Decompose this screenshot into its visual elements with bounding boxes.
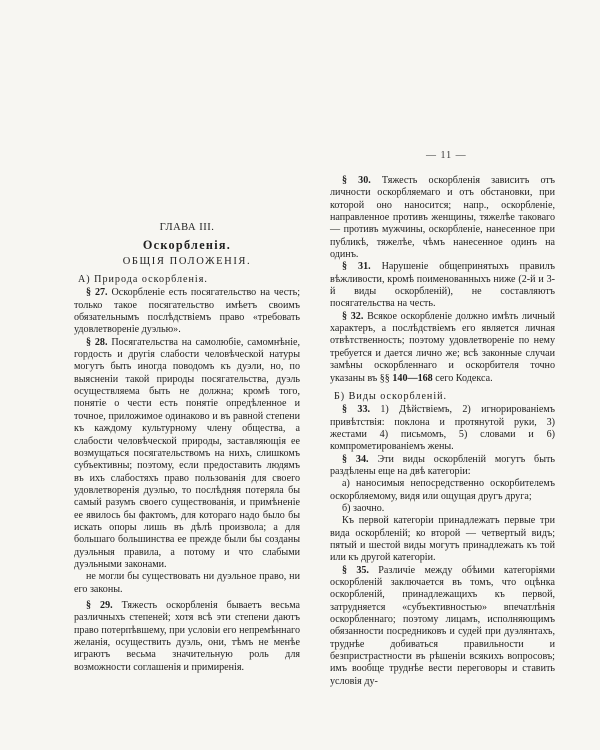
section-heading: ОБЩІЯ ПОЛОЖЕНІЯ. [122,255,252,267]
paragraph-text: Посягательства на самолюбіе, самомнѣніе, гордость и другія слабости человѣческой натуры могутъ быть иногда поводомъ къ дуэли, но, по выясненіи такой природы посягательства, дуэль осуществляема быть не должна; кромѣ того, понятіе о чести есть понятіе опредѣленное и точное, приложимое одинаково и въ равной степени къ каждому культурному члену общества, а слабости человѣческой природы, заставляющія ее возмущаться посягательствомъ на нихъ, слишкомъ субъективны; поэтому, если предоставить людямъ въ ихъ слабостяхъ право пользованія для своего удовлетворенія дуэлью, то послѣдняя потеряла бы самый разумъ своего существованія, и примѣненіе ее явилось бы фактомъ, для котораго надо было бы искать опоры лишь въ дѣлѣ произвола; а для большаго большинства ее прежде были бы созданы дуэльныя правила, а потому и что слабыми дуэльными законами. [74,336,300,570]
list-item-b [330,503,555,515]
paragraph-text: Къ первой категоріи принадлежатъ первые три вида оскорбленій; ко второй — четвертый видъ; пятый и шестой виды могутъ принадлежать къ той или къ другой категоріи. [330,515,555,564]
paragraph-28-tail [74,571,300,596]
paragraph-34 [330,454,555,479]
section-number: § 29. [86,599,113,611]
code-reference: 140—168 [392,372,433,384]
paragraph-text: Оскорбленіе есть посягательство на честь; только такое посягательство имѣетъ своимъ обязательнымъ послѣдствіемъ право «требовать удовлетвореніе дуэлью». [74,287,301,336]
right-page [330,152,555,688]
chapter-heading: ГЛАВА III. [159,222,215,233]
section-number: § 34. [342,453,369,465]
paragraph-28 [74,337,300,572]
paragraph-text: Эти виды оскорбленій могутъ быть раздѣлены еще на двѣ категоріи: [330,453,555,477]
paragraph-text: Тяжесть оскорбленія зависитъ отъ личности оскорбляемаго и отъ обстановки, при которой оно наносится; напр., оскорбленіе, направленное противъ женщины, тяжелѣе таковаго — противъ мужчины, оскорбленіе, нанесенное при публикѣ, тяжелѣе, чѣмъ нанесенное одинъ на одинъ. [330,175,555,261]
section-number: § 30. [342,175,371,186]
list-item-a [330,478,555,503]
paragraph-text: б) заочно. [342,502,385,514]
section-number: § 33. [342,404,371,416]
paragraph-text: Различіе между обѣими категоріями оскорбленій заключается въ томъ, что оцѣнка оскорбленій, принадлежащихъ къ первой, затрудняется «субъективностью» впечатлѣнія оскорбленнаго; поэтому лицамъ, исполняющимъ обязанности посредниковъ и судей при дуэлянтахъ, труднѣе добиваться правильности и безпристрастности въ рѣшеніи всякихъ вопросовъ; имъ вообще труднѣе вести переговоры и ставить условія ду- [330,564,555,687]
paragraph-34-categories [330,515,555,564]
paragraph-30 [330,175,555,261]
paragraph-31 [330,261,555,310]
section-number: § 32. [342,310,364,322]
paragraph-text: сего Кодекса. [435,372,493,384]
paragraph-32 [330,311,555,385]
paragraph-text: не могли бы существовать ни дуэльное право, ни его законы. [74,571,300,595]
paragraph-text: Всякое оскорбленіе должно имѣть личный характеръ, а послѣдствіемъ его является личная отвѣтственность; поэтому удовлетвореніе по нему требуется и дается лично же; всѣ законные случаи замѣны оскорбленнаго и оскорбителя точно указаны въ §§ [330,310,555,384]
chapter-title: Оскорбленія. [142,238,232,253]
section-number: § 28. [86,336,108,348]
subsection-heading-b: Б) Виды оскорбленій. [334,390,448,402]
paragraph-27 [74,287,300,336]
page-number: — 11 — [426,150,467,161]
left-page [74,222,300,674]
section-number: § 35. [342,564,369,576]
section-number: § 27. [86,287,108,299]
paragraph-text: 1) Дѣйствіемъ, 2) игнорированіемъ привѣтствія: поклона и протянутой руки, 3) жестами 4) письмомъ, 5) словами и 6) компрометированіемъ жены. [330,404,556,453]
subsection-heading-a: А) Природа оскорбленія. [78,274,208,286]
paragraph-35 [330,565,555,688]
section-number: § 31. [342,261,371,273]
paragraph-33 [330,404,555,453]
paragraph-text: Тяжесть оскорбленія бываетъ весьма различныхъ степеней; хотя всѣ эти степени даютъ право потерпѣвшему, при условіи его непремѣннаго желанія, осуществить дуэль, они, тѣмъ не менѣе играютъ весьма значительную роль для возможности соглашенія и примиренія. [74,599,301,673]
paragraph-text: Нарушеніе общепринятыхъ правилъ вѣжливости, кромѣ поименованныхъ ниже (2-й и 3-й виды оскорбленій), не составляютъ посягательства на честь. [330,261,555,310]
paragraph-text: а) наносимыя непосредственно оскорбителемъ оскорбляемому, видя или ощущая другъ друга; [330,478,555,502]
paragraph-29 [74,600,300,674]
